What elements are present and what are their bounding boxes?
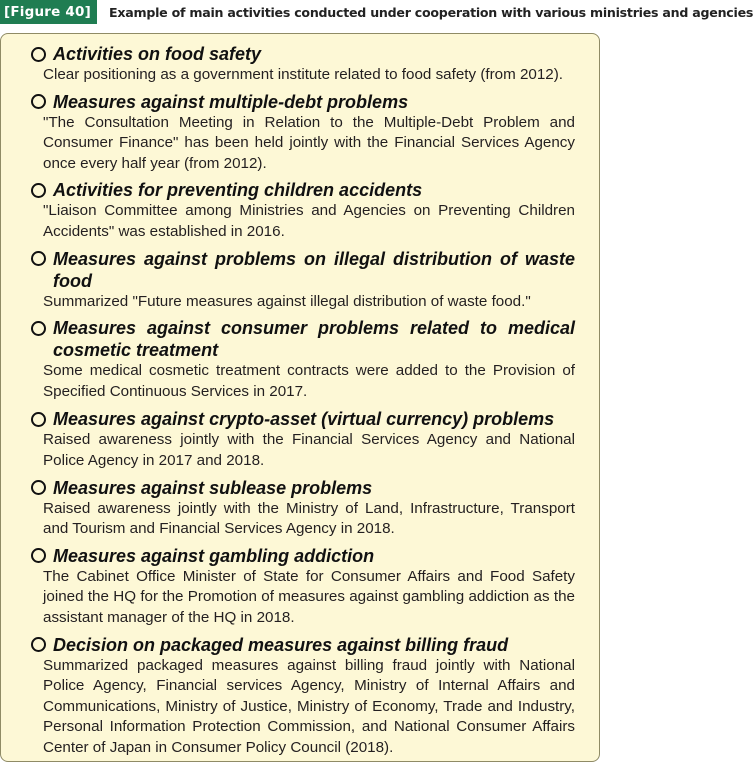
item-title: Activities for preventing children accidents — [31, 179, 575, 201]
item-body: The Cabinet Office Minister of State for Consumer Affairs and Food Safety joined the HQ for the Promotion of measures against gambling addiction as the assistant manager of the HQ in 2018. — [43, 567, 575, 626]
list-item — [31, 317, 575, 402]
activities-panel — [0, 33, 600, 762]
circle-bullet-icon — [31, 251, 46, 266]
circle-bullet-icon — [31, 94, 46, 109]
figure-header — [0, 0, 753, 24]
figure-caption: Example of main activities conducted under cooperation with various ministries and agencies — [108, 4, 753, 20]
list-item — [31, 477, 575, 540]
circle-bullet-icon — [31, 183, 46, 198]
item-body: "The Consultation Meeting in Relation to the Multiple-Debt Problem and Consumer Finance" has been held jointly with the Financial Services Agency once every half year (from 2012). — [43, 113, 575, 172]
list-item — [31, 408, 575, 471]
circle-bullet-icon — [31, 47, 46, 62]
item-title: Measures against sublease problems — [31, 477, 575, 499]
list-item — [31, 179, 575, 242]
item-title: Decision on packaged measures against billing fraud — [31, 634, 575, 656]
item-body: "Liaison Committee among Ministries and Agencies on Preventing Children Accidents" was established in 2016. — [43, 202, 575, 240]
circle-bullet-icon — [31, 412, 46, 427]
circle-bullet-icon — [31, 321, 46, 336]
item-title: Activities on food safety — [31, 43, 575, 65]
list-item — [31, 248, 575, 313]
circle-bullet-icon — [31, 480, 46, 495]
item-body: Summarized "Future measures against illegal distribution of waste food." — [43, 292, 531, 310]
item-title: Measures against multiple-debt problems — [31, 91, 575, 113]
list-item — [31, 91, 575, 175]
item-title: Measures against crypto-asset (virtual currency) problems — [31, 408, 575, 430]
item-body: Summarized packaged measures against billing fraud jointly with National Police Agency, Financial services Agency, Ministry of Internal Affairs and Communications, Ministry of Justice, Ministry of Economy, Trade and Industry, Personal Information Protection Commission, and National Consumer Affairs Center of Japan in Consumer Policy Council (2018). — [43, 656, 575, 756]
circle-bullet-icon — [31, 637, 46, 652]
item-body: Raised awareness jointly with the Ministry of Land, Infrastructure, Transport and Tourism and Financial Services Agency in 2018. — [43, 499, 575, 538]
item-title: Measures against problems on illegal distribution of waste food — [31, 248, 575, 292]
list-item — [31, 634, 575, 759]
item-body: Some medical cosmetic treatment contracts were added to the Provision of Specified Continuous Services in 2017. — [43, 362, 575, 400]
list-item — [31, 43, 575, 86]
figure-label: [Figure 40] — [0, 0, 97, 24]
item-title: Measures against consumer problems related to medical cosmetic treatment — [31, 317, 575, 361]
item-title: Measures against gambling addiction — [31, 545, 575, 567]
circle-bullet-icon — [31, 548, 46, 563]
list-item — [31, 545, 575, 629]
item-body: Raised awareness jointly with the Financial Services Agency and National Police Agency in 2017 and 2018. — [43, 431, 575, 469]
item-body: Clear positioning as a government institute related to food safety (from 2012). — [43, 66, 564, 83]
